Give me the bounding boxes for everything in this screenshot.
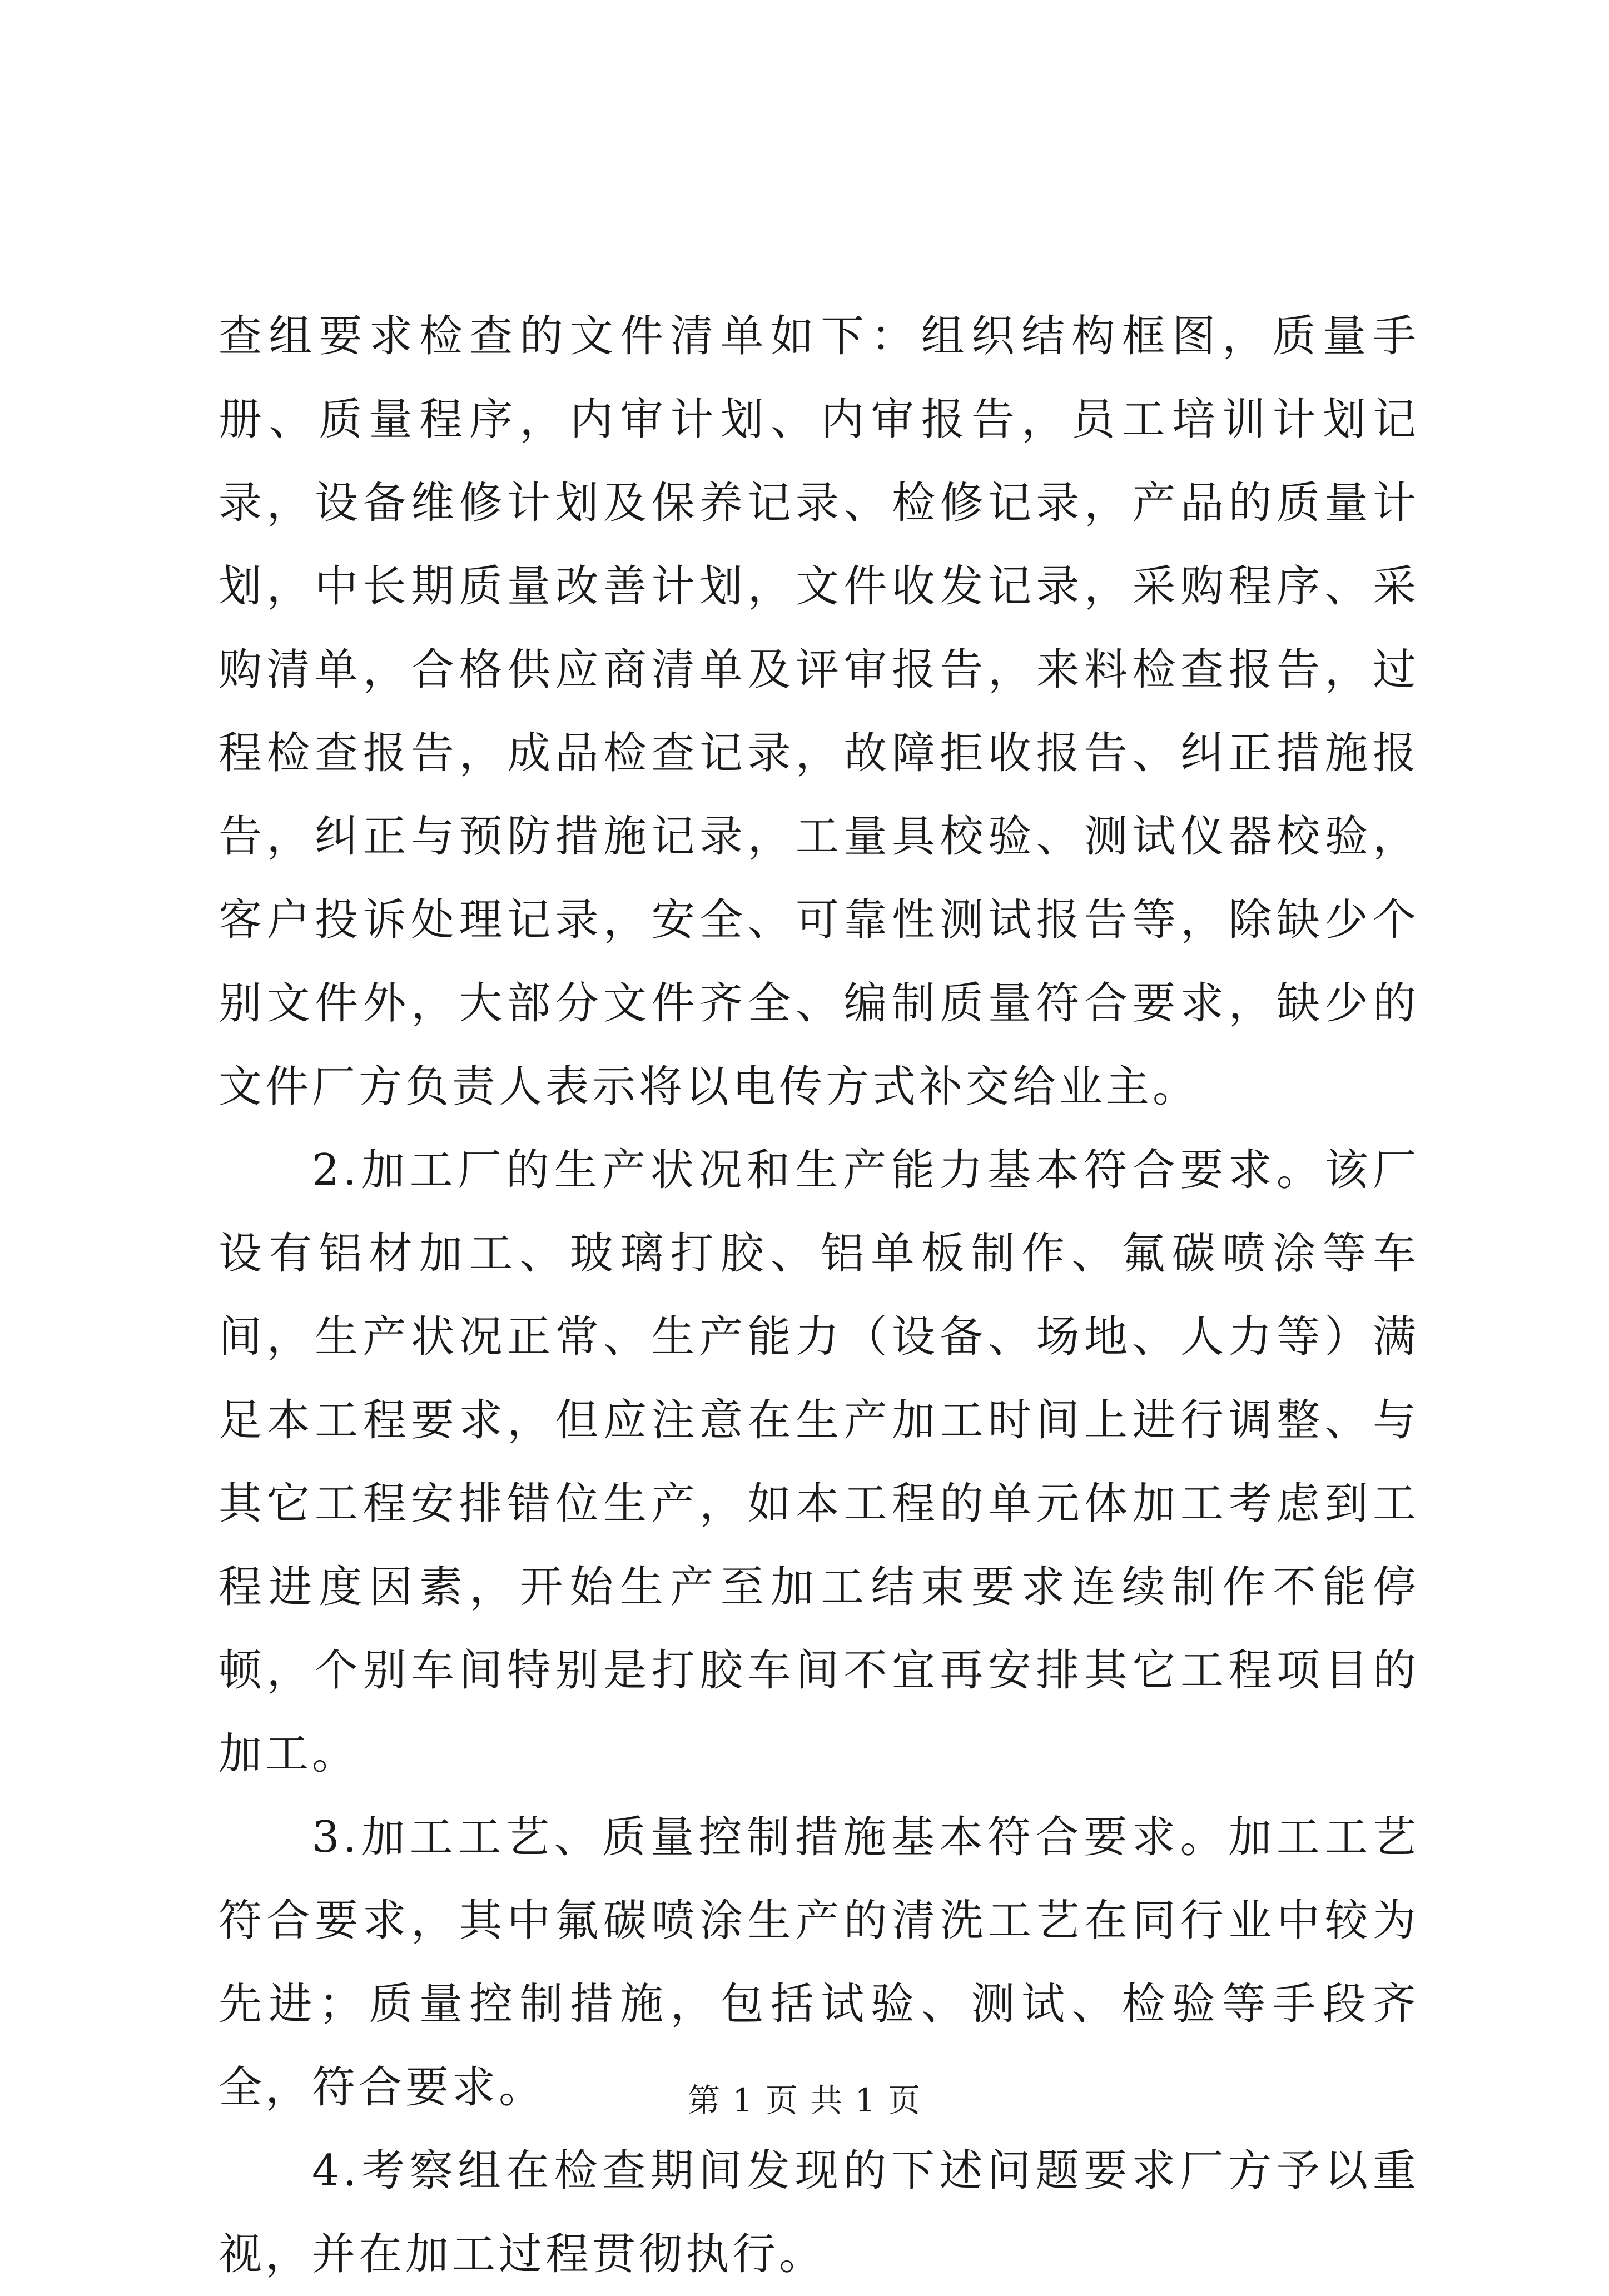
paragraph-process-quality-control: 3.加工工艺、质量控制措施基本符合要求。加工工艺符合要求，其中氟碳喷涂生产的清洗工艺在同行业中较为先进；质量控制措施，包括试验、测试、检验等手段齐全，符合要求。 xyxy=(218,1812,1419,2113)
paragraph-issues-found: 4.考察组在检查期间发现的下述问题要求厂方予以重视，并在加工过程贯彻执行。 xyxy=(218,2146,1419,2279)
paragraph-file-list: 查组要求检查的文件清单如下：组织结构框图，质量手册、质量程序，内审计划、内审报告，员工培训计划记录，设备维修计划及保养记录、检修记录，产品的质量计划，中长期质量改善计划，文件收发记录，采购程序、采购清单，合格供应商清单及评审报告，来料检查报告，过程检查报告，成品检查记录，故障拒收报告、纠正措施报告，纠正与预防措施记录，工量具校验、测试仪器校验，客户投诉处理记录，安全、可靠性测试报告等，除缺少个别文件外，大部分文件齐全、编制质量符合要求，缺少的文件厂方负责人表示将以电传方式补交给业主。 xyxy=(218,311,1419,1112)
paragraph-production-capacity: 2.加工厂的生产状况和生产能力基本符合要求。该厂设有铝材加工、玻璃打胶、铝单板制作、氟碳喷涂等车间，生产状况正常、生产能力（设备、场地、人力等）满足本工程要求，但应注意在生产加工时间上进行调整、与其它工程安排错位生产，如本工程的单元体加工考虑到工程进度因素，开始生产至加工结束要求连续制作不能停顿，个别车间特别是打胶车间不宜再安排其它工程项目的加工。 xyxy=(218,1145,1419,1779)
document-body xyxy=(218,295,1419,2296)
page-footer: 第 1 页 共 1 页 xyxy=(688,2081,921,2119)
